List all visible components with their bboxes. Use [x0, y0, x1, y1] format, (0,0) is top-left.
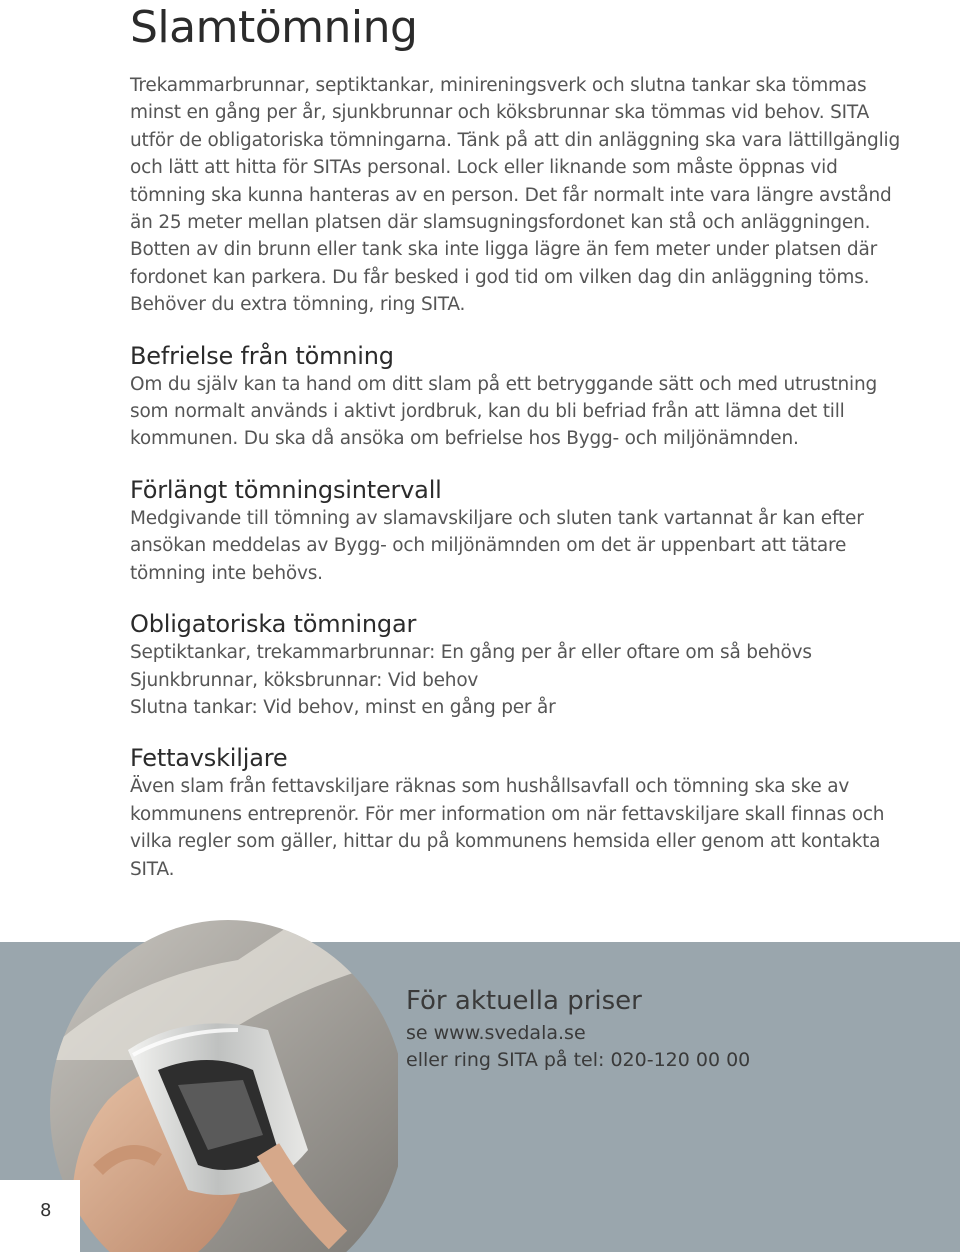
page-number: 8: [40, 1200, 52, 1221]
hand-holding-glass-photo: [38, 920, 398, 1252]
section-text-fettavskiljare: Även slam från fettavskiljare räknas som hushållsavfall och tömning ska ske av kommunens entreprenör. För mer information om när fettavskiljare skall finnas och vilka regler som gäller, hittar du på kommunens hemsida eller genom att kontakta SITA.: [130, 776, 885, 880]
section-forlangt: [130, 475, 900, 587]
list-item: Septiktankar, trekammarbrunnar: En gång per år eller oftare om så behövs: [130, 642, 812, 664]
section-heading-befrielse: Befrielse från tömning: [130, 341, 394, 370]
price-info-box: [406, 982, 926, 1074]
main-content: [130, 72, 900, 883]
page-title: Slamtömning: [130, 2, 418, 53]
section-fettavskiljare: [130, 743, 900, 883]
section-befrielse: [130, 341, 900, 453]
price-phone-line: eller ring SITA på tel: 020-120 00 00: [406, 1049, 751, 1071]
section-list-obligatoriska: [130, 639, 900, 721]
section-heading-forlangt: Förlängt tömningsintervall: [130, 475, 442, 504]
list-item: Slutna tankar: Vid behov, minst en gång per år: [130, 696, 556, 718]
section-text-forlangt: Medgivande till tömning av slamavskiljare och sluten tank vartannat år kan efter ansökan meddelas av Bygg- och miljönämnden om det är uppenbart att tätare tömning inte behövs.: [130, 507, 864, 584]
list-item: Sjunkbrunnar, köksbrunnar: Vid behov: [130, 669, 479, 691]
intro-paragraph: Trekammarbrunnar, septiktankar, minireningsverk och slutna tankar ska tömmas minst en gång per år, sjunkbrunnar och köksbrunnar ska tömmas vid behov. SITA utför de obligatoriska tömningarna. Tänk på att din anläggning ska vara lättillgänglig och lätt att hitta för SITAs personal. Lock eller liknande som måste öppnas vid tömning ska kunna hanteras av en person. Det får normalt inte vara längre avstånd än 25 meter mellan platsen där slamsugningsfordonet kan stå och anläggningen. Botten av din brunn eller tank ska inte ligga lägre än fem meter under platsen där fordonet kan parkera. Du får besked i god tid om vilken dag din anläggning töms. Behöver du extra tömning, ring SITA.: [130, 75, 900, 316]
price-heading: För aktuella priser: [406, 986, 642, 1016]
section-heading-obligatoriska: Obligatoriska tömningar: [130, 610, 417, 639]
section-text-befrielse: Om du själv kan ta hand om ditt slam på ett betryggande sätt och med utrustning som normalt används i aktivt jordbruk, kan du bli befriad från att lämna det till kommunen. Du ska då ansöka om befrielse hos Bygg- och miljönämnden.: [130, 373, 878, 450]
section-obligatoriska: [130, 609, 900, 721]
price-website-line: se www.svedala.se: [406, 1022, 586, 1044]
section-heading-fettavskiljare: Fettavskiljare: [130, 744, 288, 773]
